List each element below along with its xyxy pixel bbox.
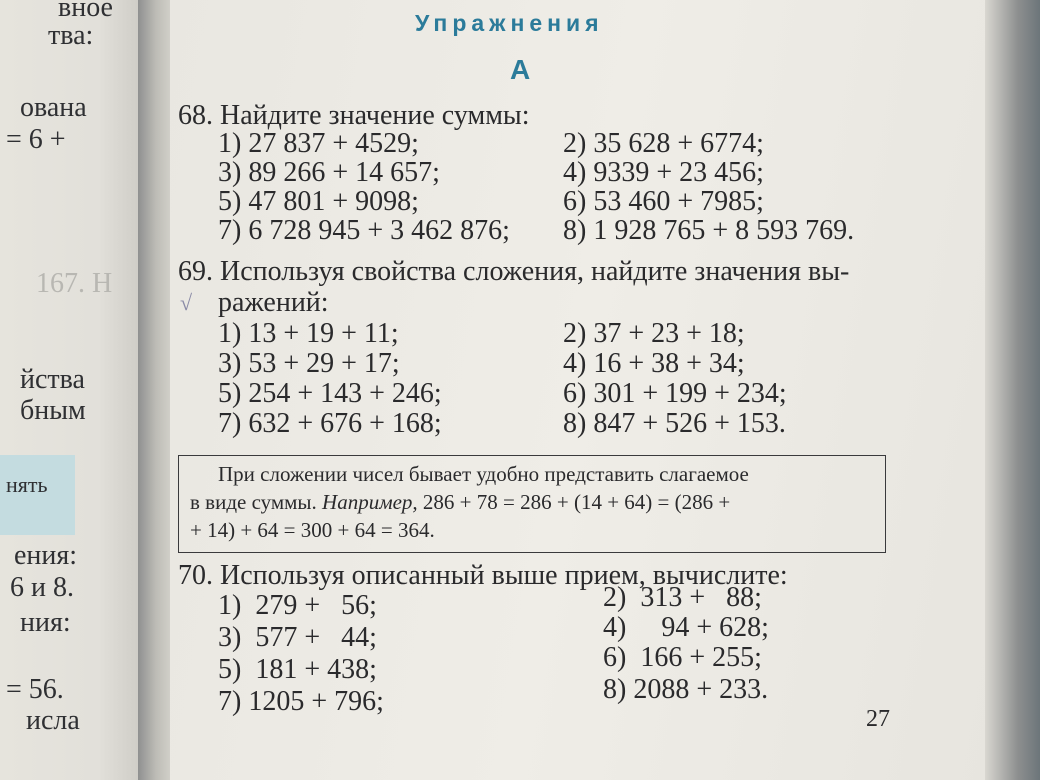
rule-line-3: + 14) + 64 = 300 + 64 = 364.	[190, 518, 435, 542]
left-fragment: 6 и 8.	[10, 572, 74, 603]
task-69-item: 5) 254 + 143 + 246;	[218, 378, 442, 409]
task-70-item: 5) 181 + 438;	[218, 654, 377, 685]
left-fragment: тва:	[48, 20, 94, 51]
left-fragment: = 56.	[6, 674, 64, 705]
task-68-item: 3) 89 266 + 14 657;	[218, 157, 440, 188]
rule-line-2-text: в виде суммы.	[190, 490, 323, 514]
task-69-heading-continued: ражений:	[218, 287, 329, 318]
left-fragment: 167. Н	[36, 268, 113, 299]
task-70-item: 3) 577 + 44;	[218, 622, 377, 653]
task-68-item: 7) 6 728 945 + 3 462 876;	[218, 215, 510, 246]
task-68-item: 2) 35 628 + 6774;	[563, 128, 764, 159]
left-fragment: вное	[58, 0, 113, 23]
page-number: 27	[866, 706, 890, 732]
task-70-heading: 70. Используя описанный выше прием, вычислите:	[178, 560, 788, 591]
subsection-label: А	[510, 54, 531, 85]
task-68-item: 4) 9339 + 23 456;	[563, 157, 764, 188]
task-68-item: 1) 27 837 + 4529;	[218, 128, 419, 159]
rule-example-label: Например,	[322, 490, 418, 514]
left-page	[0, 0, 140, 780]
task-69-item: 1) 13 + 19 + 11;	[218, 318, 399, 349]
left-fragment: ения:	[14, 540, 78, 571]
left-fragment: = 6 +	[6, 124, 66, 155]
task-68-item: 6) 53 460 + 7985;	[563, 186, 764, 217]
left-fragment: исла	[26, 705, 80, 736]
page-edge	[985, 0, 1040, 780]
task-70-item: 8) 2088 + 233.	[603, 674, 769, 705]
left-fragment: ована	[20, 92, 87, 123]
task-69-item: 4) 16 + 38 + 34;	[563, 348, 745, 379]
task-69-item: 3) 53 + 29 + 17;	[218, 348, 400, 379]
left-fragment: йства	[20, 364, 85, 395]
task-69-item: 6) 301 + 199 + 234;	[563, 378, 787, 409]
left-fragment: бным	[20, 395, 86, 426]
task-70-item: 1) 279 + 56;	[218, 590, 377, 621]
task-68-item: 5) 47 801 + 9098;	[218, 186, 419, 217]
task-68-heading: 68. Найдите значение суммы:	[178, 100, 530, 131]
task-69-item: 8) 847 + 526 + 153.	[563, 408, 786, 439]
task-69-item: 2) 37 + 23 + 18;	[563, 318, 745, 349]
pencil-checkmark: √	[180, 290, 193, 315]
task-68-item: 8) 1 928 765 + 8 593 769.	[563, 215, 855, 246]
task-69-item: 7) 632 + 676 + 168;	[218, 408, 442, 439]
rule-line-2-formula: 286 + 78 = 286 + (14 + 64) = (286 +	[417, 490, 731, 514]
task-70-item: 6) 166 + 255;	[603, 642, 762, 673]
task-69-heading: 69. Используя свойства сложения, найдите значения вы-	[178, 256, 850, 287]
task-70-item: 2) 313 + 88;	[603, 582, 762, 613]
rule-line-2	[190, 490, 730, 515]
left-fragment: ния:	[20, 607, 71, 638]
left-fragment: нять	[6, 472, 48, 497]
task-70-item: 7) 1205 + 796;	[218, 686, 384, 717]
task-70-item: 4) 94 + 628;	[603, 612, 769, 643]
rule-line-1: При сложении чисел бывает удобно представить слагаемое	[218, 462, 749, 486]
section-title: Упражнения	[415, 10, 604, 36]
